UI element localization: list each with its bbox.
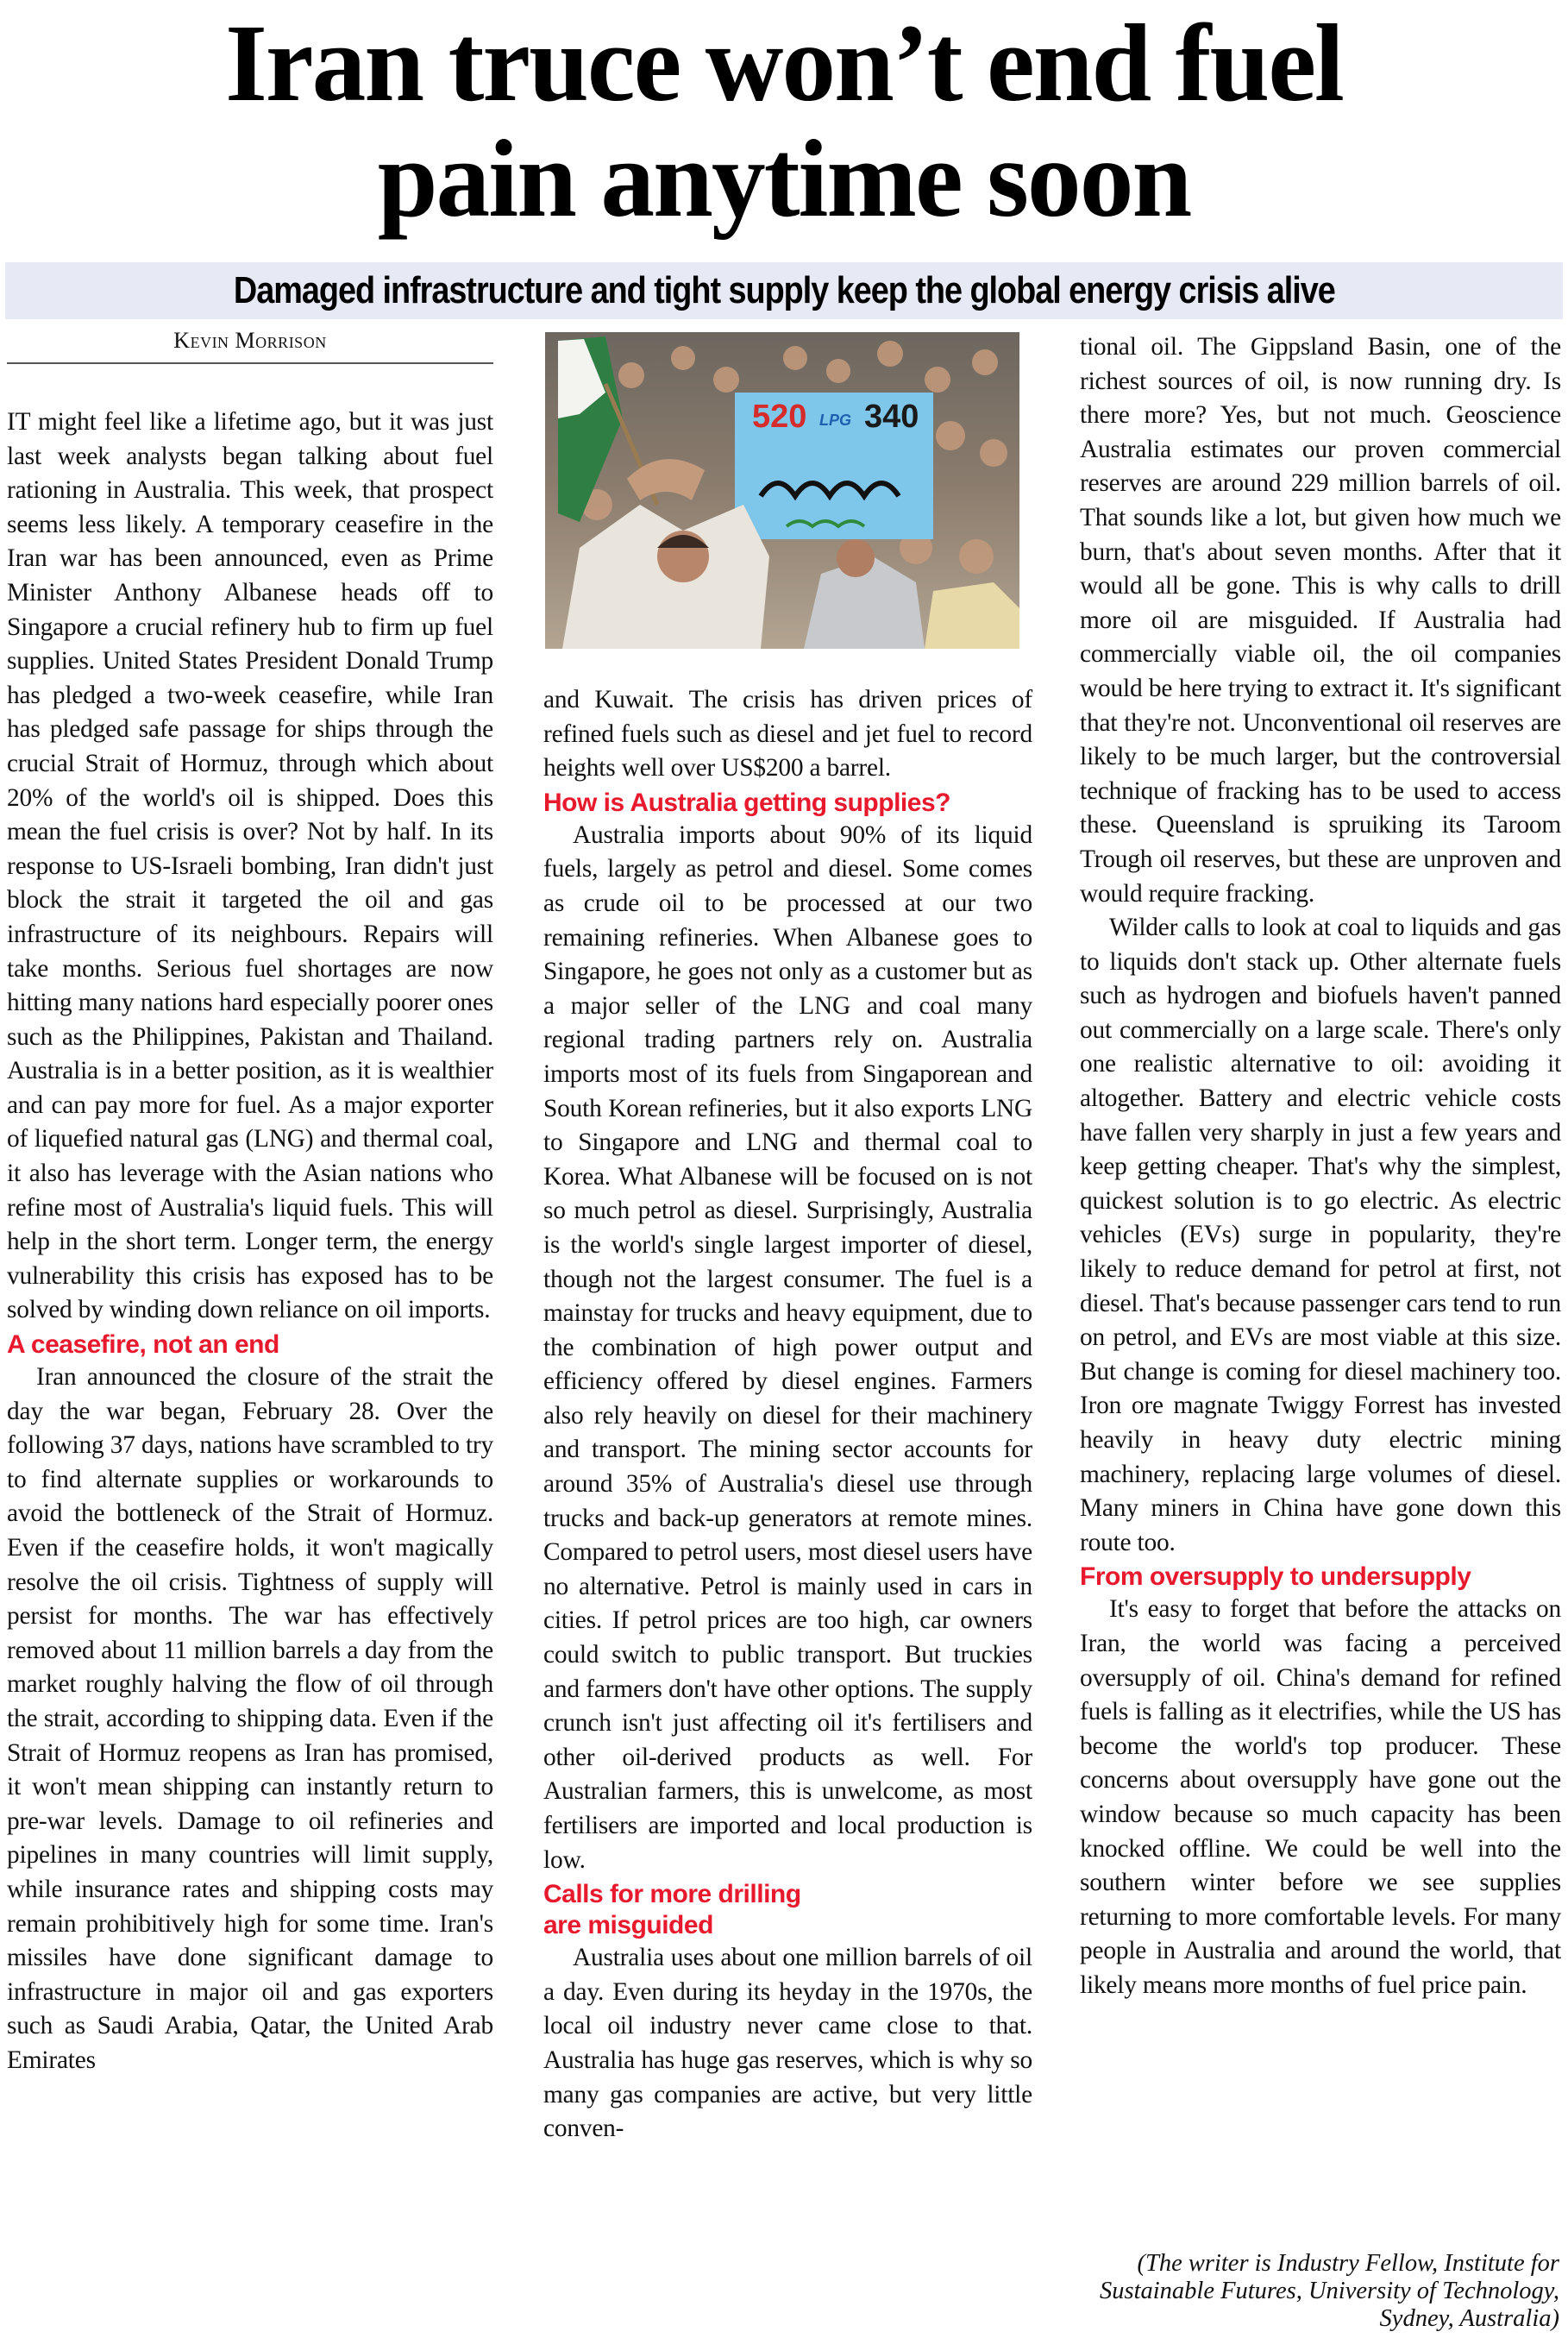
sign-price-black: 340: [864, 399, 919, 435]
article-column-2: [543, 683, 1032, 2146]
headline-line-2: pain anytime soon: [377, 117, 1191, 240]
subhead-drilling-line-1: Calls for more drilling: [543, 1880, 801, 1909]
deck-text: Damaged infrastructure and tight supply keep the global energy crisis alive: [233, 269, 1335, 311]
sign-lpg: LPG: [819, 412, 852, 429]
article-column-3: [1080, 330, 1561, 2003]
subhead-australia-supplies: How is Australia getting supplies?: [543, 788, 950, 817]
protest-photo: [545, 332, 1019, 649]
sign-price-red: 520: [752, 399, 807, 435]
article-paragraph: Iran announced the closure of the strait the day the war began, February 28. Over the following 37 days, nations have scrambled to try to find alternate supplies or workarounds to avoid the bottleneck of the Strait of Hormuz. Even if the ceasefire holds, it won't magically resolve the oil crisis. Tightness of supply will persist for months. The war has effectively removed about 11 million barrels a day from the market roughly halving the flow of oil through the strait, according to shipping data. Even if the Strait of Hormuz reopens as Iran has promised, it won't mean shipping can instantly return to pre-war levels. Damage to oil refineries and pipelines in many countries will limit supply, while insurance rates and shipping costs may remain prohibitively high for some time. Iran's missiles have done significant damage to infrastructure in major oil and gas exporters such as Saudi Arabia, Qatar, the United Arab Emirates: [7, 1363, 493, 2074]
subhead-drilling: [543, 1879, 1032, 1941]
article-paragraph: tional oil. The Gippsland Basin, one of the richest sources of oil, is now running dry. Is there more? Yes, but not much. Geoscience Australia estimates our proven commercial reserves are around 229 million barrels of oil. That sounds like a lot, but given how much we burn, that's about seven months. After that it would all be gone. This is why calls to drill more oil are misguided. If Australia had commercially viable oil, the oil companies would be here trying to extract it. It's significant that they're not. Unconventional oil reserves are likely to be much larger, but the controversial technique of fracking has to be used to access these. Queensland is spruiking its Taroom Trough oil reserves, but these are unproven and would require fracking.: [1080, 333, 1561, 908]
subhead-drilling-line-2: are misguided: [543, 1911, 713, 1940]
subhead-ceasefire: A ceasefire, not an end: [7, 1330, 279, 1360]
author-credit: (The writer is Industry Fellow, Institute for Sustainable Futures, University of Technology, Sydney, Australia): [1099, 2250, 1559, 2332]
protest-photo-image: [545, 332, 1019, 649]
headline: [16, 2, 1552, 240]
article-paragraph: Australia uses about one million barrels of oil a day. Even during its heyday in the 1970s, the local oil industry never came close to that. Australia has huge gas reserves, which is why so many gas companies are active, but very little conven-: [543, 1944, 1032, 2143]
deck-banner: [5, 262, 1563, 319]
article-paragraph: IT might feel like a lifetime ago, but it was just last week analysts began talking about fuel rationing in Australia. This week, that prospect seems less likely. A temporary ceasefire in the Iran war has been announced, even as Prime Minister Anthony Albanese heads off to Singapore a crucial refinery hub to firm up fuel supplies. United States President Donald Trump has pledged a two-week ceasefire, while Iran has pledged safe passage for ships through the crucial Strait of Hormuz, through which about 20% of the world's oil is shipped. Does this mean the fuel crisis is over? Not by half. In its response to US-Israeli bombing, Iran didn't just block the strait it targeted the oil and gas infrastructure of its neighbours. Repairs will take months. Serious fuel shortages are now hitting many nations hard especially poorer ones such as the Philippines, Pakistan and Thailand. Australia is in a better position, as it is wealthier and can pay more for fuel. As a major exporter of liquefied natural gas (LNG) and thermal coal, it also has leverage with the Asian nations who refine most of Australia's liquid fuels. This will help in the short term. Longer term, the energy vulnerability this crisis has exposed has to be solved by winding down reliance on oil imports.: [7, 408, 493, 1324]
subhead-oversupply: From oversupply to undersupply: [1080, 1562, 1471, 1592]
article-paragraph: It's easy to forget that before the attacks on Iran, the world was facing a perceived oversupply of oil. China's demand for refined fuels is falling as it electrifies, while the US has become the world's top producer. These concerns about oversupply have gone out the window because so much capacity has been knocked offline. We could be well into the southern winter before we see supplies returning to more comfortable levels. For many people in Australia and around the world, that likely means more months of fuel price pain.: [1080, 1595, 1561, 1999]
article-paragraph: Wilder calls to look at coal to liquids and gas to liquids don't stack up. Other alternate fuels such as hydrogen and biofuels haven't panned out commercially on a large scale. There's only one realistic alternative to oil: avoiding it altogether. Battery and electric vehicle costs have fallen very sharply in just a few years and keep getting cheaper. That's why the simplest, quickest solution is to go electric. As electric vehicles (EVs) surge in popularity, they're likely to reduce demand for petrol at first, not diesel. That's because passenger cars tend to run on petrol, and EVs are most viable at this size. But change is coming for diesel machinery too. Iron ore magnate Twiggy Forrest has invested heavily in heavy duty electric mining machinery, replacing large volumes of diesel. Many miners in China have gone down this route too.: [1080, 914, 1561, 1556]
headline-line-1: Iran truce won’t end fuel: [225, 2, 1343, 124]
byline: Kevin Morrison: [7, 328, 493, 364]
article-paragraph: and Kuwait. The crisis has driven prices of refined fuels such as diesel and jet fuel to record heights well over US$200 a barrel.: [543, 686, 1032, 782]
article-column-1: [7, 405, 493, 2078]
article-paragraph: Australia imports about 90% of its liquid fuels, largely as petrol and diesel. Some comes as crude oil to be processed at our two remaining refineries. When Albanese goes to Singapore, he goes not only as a customer but as a major seller of the LNG and coal many regional trading partners rely on. Australia imports most of its fuels from Singaporean and South Korean refineries, but it also exports LNG to Singapore and LNG and thermal coal to Korea. What Albanese will be focused on is not so much petrol as diesel. Surprisingly, Australia is the world's single largest importer of diesel, though not the largest consumer. The fuel is a mainstay for trucks and heavy equipment, due to the combination of high power output and efficiency offered by diesel engines. Farmers also rely heavily on diesel for their machinery and transport. The mining sector accounts for around 35% of Australia's diesel use through trucks and back-up generators at remote mines. Compared to petrol users, most diesel users have no alternative. Petrol is mainly used in cars in cities. If petrol prices are too high, car owners could switch to public transport. But truckies and farmers don't have other options. The supply crunch isn't just affecting oil it's fertilisers and other oil-derived products as well. For Australian farmers, this is unwelcome, as most fertilisers are imported and local production is low.: [543, 820, 1032, 1874]
